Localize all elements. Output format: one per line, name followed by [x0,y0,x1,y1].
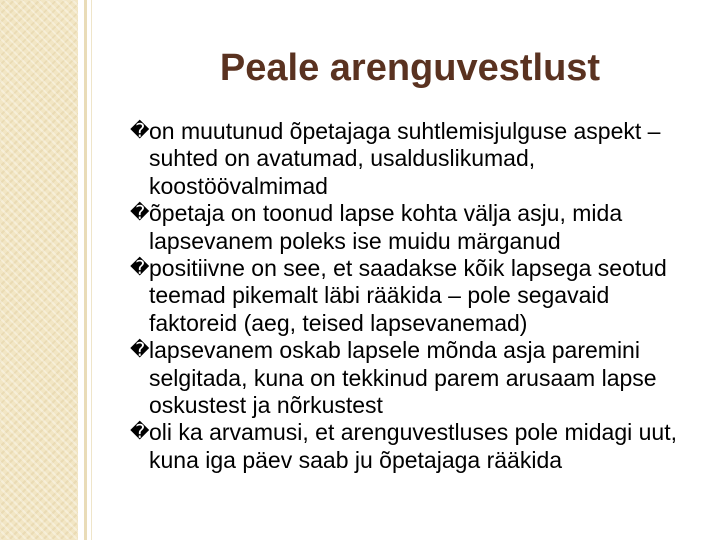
bullet-icon: � [130,421,150,444]
decorative-side-band [0,0,78,540]
list-item [130,200,700,255]
list-item [130,337,700,419]
list-item [130,118,700,200]
bullet-text: lapsevanem oskab lapsele mõnda asja paremini selgitada, kuna on tekkinud parem arusaam lapse oskustest ja nõrkustest [149,337,657,419]
bullet-text: positiivne on see, et saadakse kõik lapsega seotud teemad pikemalt läbi rääkida – pole segavaid faktoreid (aeg, teised lapsevanemad) [149,255,667,336]
bullet-icon: � [130,339,150,362]
bullet-text: õpetaja on toonud lapse kohta välja asju, mida lapsevanem poleks ise muidu märganud [149,200,623,254]
bullet-icon: � [130,257,150,280]
side-divider-line [84,0,87,540]
side-divider-line-thin [91,0,92,540]
bullet-text: on muutunud õpetajaga suhtlemisjulguse aspekt – suhted on avatumad, usalduslikumad, koostöövalmimad [149,118,661,199]
bullet-list [130,118,700,474]
list-item [130,419,700,474]
bullet-icon: � [130,120,150,142]
list-item [130,255,700,337]
slide-title: Peale arenguvestlust [219,47,601,89]
bullet-text: oli ka arvamusi, et arenguvestluses pole midagi uut, kuna iga päev saab ju õpetajaga rääkida [149,419,678,473]
bullet-icon: � [130,202,150,225]
